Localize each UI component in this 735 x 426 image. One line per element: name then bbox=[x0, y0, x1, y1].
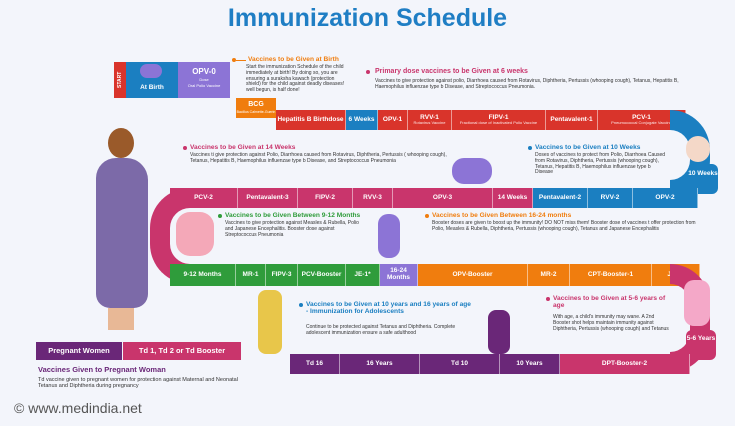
row1-hepb: Hepatitis B Birthdose bbox=[276, 110, 346, 130]
row3-je1: JE-1* bbox=[346, 264, 380, 286]
row3-16-24months: 16-24 Months bbox=[380, 264, 418, 286]
row4-td16: Td 16 bbox=[290, 354, 340, 374]
row2-rvv2: RVV-2 bbox=[588, 188, 633, 208]
page-title: Immunization Schedule bbox=[227, 4, 508, 32]
pregnant-text: Td vaccine given to pregnant women for protection against Maternal and Neonatal Tetanus and Diphtheria during pregnancy bbox=[38, 377, 238, 390]
row4-td10: Td 10 bbox=[420, 354, 500, 374]
row3-je2: JE-2* bbox=[652, 264, 700, 286]
sixteen-months-text: Booster doses are given to boost up the immunity! DO NOT miss them! Booster dose of vaccines t offer protection from Polio, Measles & Rubella, Diphtheria, Pertussis (whooping cough), Tetanus and Japanese Encephalitis bbox=[432, 220, 696, 232]
row2-rvv3: RVV-3 bbox=[353, 188, 393, 208]
nine-months-text: Vaccines to give protection against Measles & Rubella, Polio and Japanese Encephalitis. Booster dose against Streptococcus Pneumonia bbox=[225, 220, 359, 238]
fourteen-weeks-text: Vaccines ti give protection against Polio, Diarrhoea caused from Rotavirus, Diphtheria, Pertussis ( whooping cough), Tetanus, Hepatitis B, Haemophilus influenzae type b Disease, and Streptococcus Pneumonia bbox=[190, 152, 447, 164]
boy-icon bbox=[258, 290, 282, 354]
pregnant-woman-legs bbox=[108, 308, 134, 330]
row4-10years: 10 Years bbox=[500, 354, 560, 374]
baby-crawling-icon bbox=[452, 158, 492, 184]
row2-fipv2: FIPV-2 bbox=[298, 188, 353, 208]
pregnant-women-label-text: Pregnant Women bbox=[48, 346, 110, 355]
row4-dpt-booster2: DPT-Booster-2 bbox=[560, 354, 690, 374]
five-years-badge-label: 5-6 Years bbox=[686, 335, 716, 342]
six-weeks-header-bullet bbox=[366, 70, 370, 74]
birth-text: Start the immunization Schedule of the child immediately at birth! By doing so, you are ensuring a suraksha kawach (protection shield) for the child against deadly diseases! well begun, is half done! bbox=[246, 64, 345, 93]
row3-9-12months: 9-12 Months bbox=[170, 264, 236, 286]
row1-6weeks: 6 Weeks bbox=[346, 110, 378, 130]
nine-months-header: Vaccines to be Given Between 9-12 Months bbox=[225, 212, 361, 219]
row1-opv1: OPV-1 bbox=[378, 110, 408, 130]
pregnant-woman-head bbox=[108, 128, 134, 158]
pregnant-woman-dress bbox=[96, 158, 148, 308]
five-years-header: Vaccines to be Given at 5-6 years of age bbox=[553, 295, 666, 309]
girl-icon bbox=[684, 280, 710, 326]
baby-icon bbox=[140, 64, 162, 78]
row1-band bbox=[276, 110, 686, 130]
six-weeks-header: Primary dose vaccines to be Given at 6 weeks bbox=[375, 68, 528, 75]
row1-penta1: Pentavalent-1 bbox=[546, 110, 598, 130]
six-weeks-text: Vaccines to give protection against polio, Diarrhoea caused from Rotavirus, Diphtheria, Pertussis (whooping cough), Tetanus, Hepatitis B, Haemophilus influenzae type b Disease, and Streptococcus Pneumonia. bbox=[375, 78, 679, 90]
row2-14weeks: 14 Weeks bbox=[493, 188, 533, 208]
pregnant-vaccine-label-text: Td 1, Td 2 or Td Booster bbox=[138, 346, 226, 355]
row3-band bbox=[170, 264, 700, 286]
birth-badge-label: At Birth bbox=[140, 84, 164, 91]
start-marker: START bbox=[114, 62, 126, 98]
row2-pcv2: PCV-2 bbox=[170, 188, 238, 208]
adolescent-header-bullet bbox=[299, 303, 303, 307]
row4-band bbox=[290, 354, 690, 374]
pregnant-header: Vaccines Given to Pregnant Woman bbox=[38, 365, 166, 374]
opv0-label: OPV-0 bbox=[192, 67, 216, 76]
baby-sitting-icon bbox=[686, 136, 710, 162]
row3-mr2: MR-2 bbox=[528, 264, 570, 286]
row3-fipv3: FIPV-3 bbox=[266, 264, 298, 286]
row3-opv-booster: OPV-Booster bbox=[418, 264, 528, 286]
sixteen-months-header-bullet bbox=[425, 214, 429, 218]
fourteen-weeks-header: Vaccines to be Given at 14 Weeks bbox=[190, 144, 296, 151]
row2-opv2: OPV-2 bbox=[633, 188, 698, 208]
ten-weeks-header: Vaccines to be Given at 10 Weeks bbox=[535, 144, 641, 151]
row3-pcv-booster: PCV-Booster bbox=[298, 264, 346, 286]
row2-penta3: Pentavalent-3 bbox=[238, 188, 298, 208]
adolescent-text: Continue to be protected against Tetanus and Diphtheria. Complete adolescent immunization ensure a safe adulthood bbox=[306, 324, 456, 336]
birth-header-line bbox=[236, 60, 246, 61]
fourteen-weeks-header-bullet bbox=[183, 146, 187, 150]
toddler-standing-icon bbox=[378, 214, 400, 258]
row2-opv3: OPV-3 bbox=[393, 188, 493, 208]
kid-icon bbox=[488, 310, 510, 354]
opv0-sub: Oral Polio Vaccine bbox=[187, 83, 221, 88]
ten-weeks-badge-label: 10 Weeks bbox=[688, 170, 718, 177]
row1-pcv1: PCV-1 Pneumococcal Conjugate Vaccine bbox=[598, 110, 686, 130]
adolescent-header: Vaccines to be Given at 10 years and 16 years of age - Immunization for Adolescents bbox=[306, 301, 471, 315]
five-years-header-bullet bbox=[546, 297, 550, 301]
row1-rvv1: RVV-1 Rotavirus Vaccine bbox=[408, 110, 452, 130]
row4-16years: 16 Years bbox=[340, 354, 420, 374]
birth-header: Vaccines to be Given at Birth bbox=[248, 56, 339, 63]
ten-weeks-text: Doses of vaccines to protect from Polio, Diarrhoea Caused from Rotavirus, Diphtheria, Pertussis (whooping cough), Tetanus, Hepatitis B, Haemophilus influenzae type b Disease bbox=[535, 152, 666, 176]
opv0-dose: Dose bbox=[199, 77, 209, 82]
bcg-sub: Bacillus Calmette-Guerin bbox=[236, 110, 276, 114]
medindia-watermark: © www.medindia.net bbox=[14, 400, 142, 416]
sixteen-months-header: Vaccines to be Given Between 16-24 months bbox=[432, 212, 572, 219]
five-years-text: With age, a child's immunity may wane. A 2nd Booster shot helps maintain immunity against Diphtheria, Pertussis (whooping cough) and Tetanus bbox=[553, 314, 669, 332]
row3-cpt-booster1: CPT-Booster-1 bbox=[570, 264, 652, 286]
nine-months-header-bullet bbox=[218, 214, 222, 218]
bcg-label: BCG bbox=[248, 101, 264, 108]
pregnant-woman-illustration bbox=[92, 128, 152, 333]
row2-band bbox=[170, 188, 698, 208]
row1-fipv1: FIPV-1 Fractional dose of Inactivated Polio Vaccine bbox=[452, 110, 546, 130]
ten-weeks-header-bullet bbox=[528, 146, 532, 150]
row3-mr1: MR-1 bbox=[236, 264, 266, 286]
toddler-sitting-icon bbox=[176, 212, 214, 256]
row2-penta2: Pentavalent-2 bbox=[533, 188, 588, 208]
